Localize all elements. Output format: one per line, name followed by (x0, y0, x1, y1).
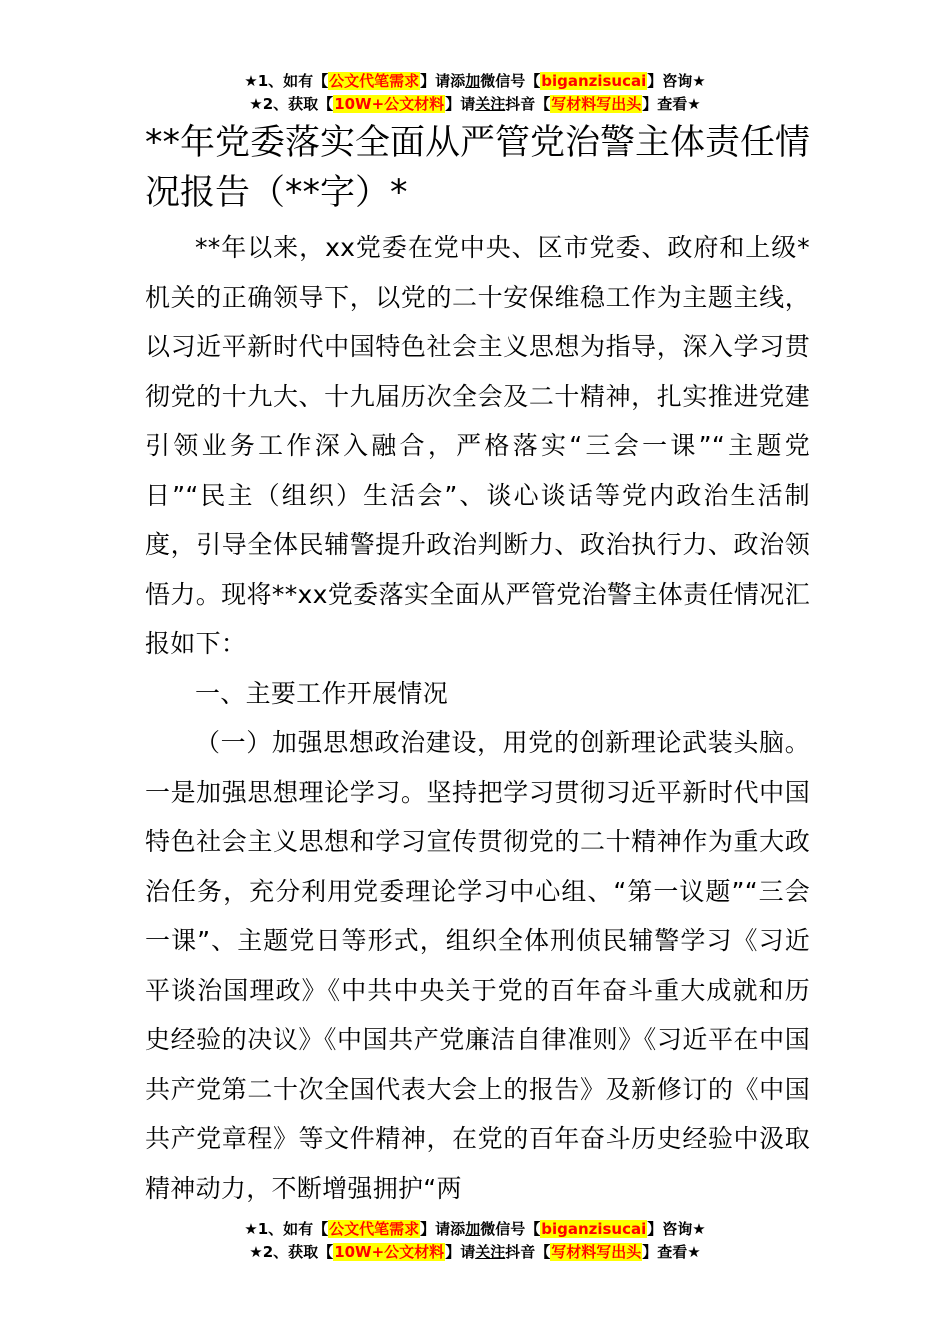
banner-text: ★2、获取【 (249, 95, 334, 113)
banner-text: 】咨询★ (647, 1220, 706, 1238)
highlight-service: 公文代笔需求 (329, 72, 420, 90)
banner-line-2 (0, 93, 950, 116)
highlight-service: 公文代笔需求 (329, 1220, 420, 1238)
document-title: **年党委落实全面从严管党治警主体责任情况报告（**字）* (145, 123, 811, 213)
banner-line-1 (0, 1218, 950, 1241)
banner-text: 加 (465, 1220, 481, 1238)
document-body (145, 118, 810, 1213)
banner-text: 微信号【 (480, 1220, 541, 1238)
banner-text: 】请添 (420, 1220, 466, 1238)
banner-text: 关注 (475, 1243, 506, 1261)
top-banner (0, 70, 950, 116)
banner-text: ★2、获取【 (249, 1243, 334, 1261)
banner-text: 】请 (445, 1243, 476, 1261)
banner-text: 微信号【 (480, 72, 541, 90)
banner-line-2 (0, 1241, 950, 1264)
highlight-wechat-id: biganzisucai (541, 72, 647, 90)
paragraph-section-1: （一）加强思想政治建设，用党的创新理论武装头脑。一是加强思想理论学习。坚持把学习贯彻习近平新时代中国特色社会主义思想和学习宣传贯彻党的二十精神作为重大政治任务，充分利用党委理论学习中心组、“第一议题”“三会一课”、主题党日等形式，组织全体刑侦民辅警学习《习近平谈治国理政》《中共中央关于党的百年奋斗重大成就和历史经验的决议》《中国共产党廉洁自律准则》《习近平在中国共产党第二十次全国代表大会上的报告》及新修订的《中国共产党章程》等文件精神，在党的百年奋斗历史经验中汲取精神动力，不断增强拥护“两 (145, 728, 810, 1203)
banner-line-1 (0, 70, 950, 93)
highlight-douyin: 写材料写出头 (551, 95, 642, 113)
banner-text: ★1、如有【 (244, 72, 329, 90)
bottom-banner (0, 1218, 950, 1264)
highlight-materials: 10W+公文材料 (334, 95, 445, 113)
paragraph-intro: **年以来，xx党委在党中央、区市党委、政府和上级*机关的正确领导下，以党的二十安保维稳工作为主题主线，以习近平新时代中国特色社会主义思想为指导，深入学习贯彻党的十九大、十九届历次全会及二十精神，扎实推进党建引领业务工作深入融合，严格落实“三会一课”“主题党日”“民主（组织）生活会”、谈心谈话等党内政治生活制度，引导全体民辅警提升政治判断力、政治执行力、政治领悟力。现将**xx党委落实全面从严管党治警主体责任情况汇报如下： (145, 233, 810, 658)
banner-text: 】请添 (420, 72, 466, 90)
banner-text: ★1、如有【 (244, 1220, 329, 1238)
banner-text: 加 (465, 72, 481, 90)
section-heading: 一、主要工作开展情况 (195, 678, 449, 708)
banner-text: 】咨询★ (647, 72, 706, 90)
banner-text: 关注 (475, 95, 506, 113)
banner-text: 抖音【 (505, 95, 551, 113)
banner-text: 抖音【 (505, 1243, 551, 1261)
banner-text: 】请 (445, 95, 476, 113)
banner-text: 】查看★ (642, 1243, 701, 1261)
banner-text: 】查看★ (642, 95, 701, 113)
highlight-materials: 10W+公文材料 (334, 1243, 445, 1261)
highlight-douyin: 写材料写出头 (551, 1243, 642, 1261)
highlight-wechat-id: biganzisucai (541, 1220, 647, 1238)
